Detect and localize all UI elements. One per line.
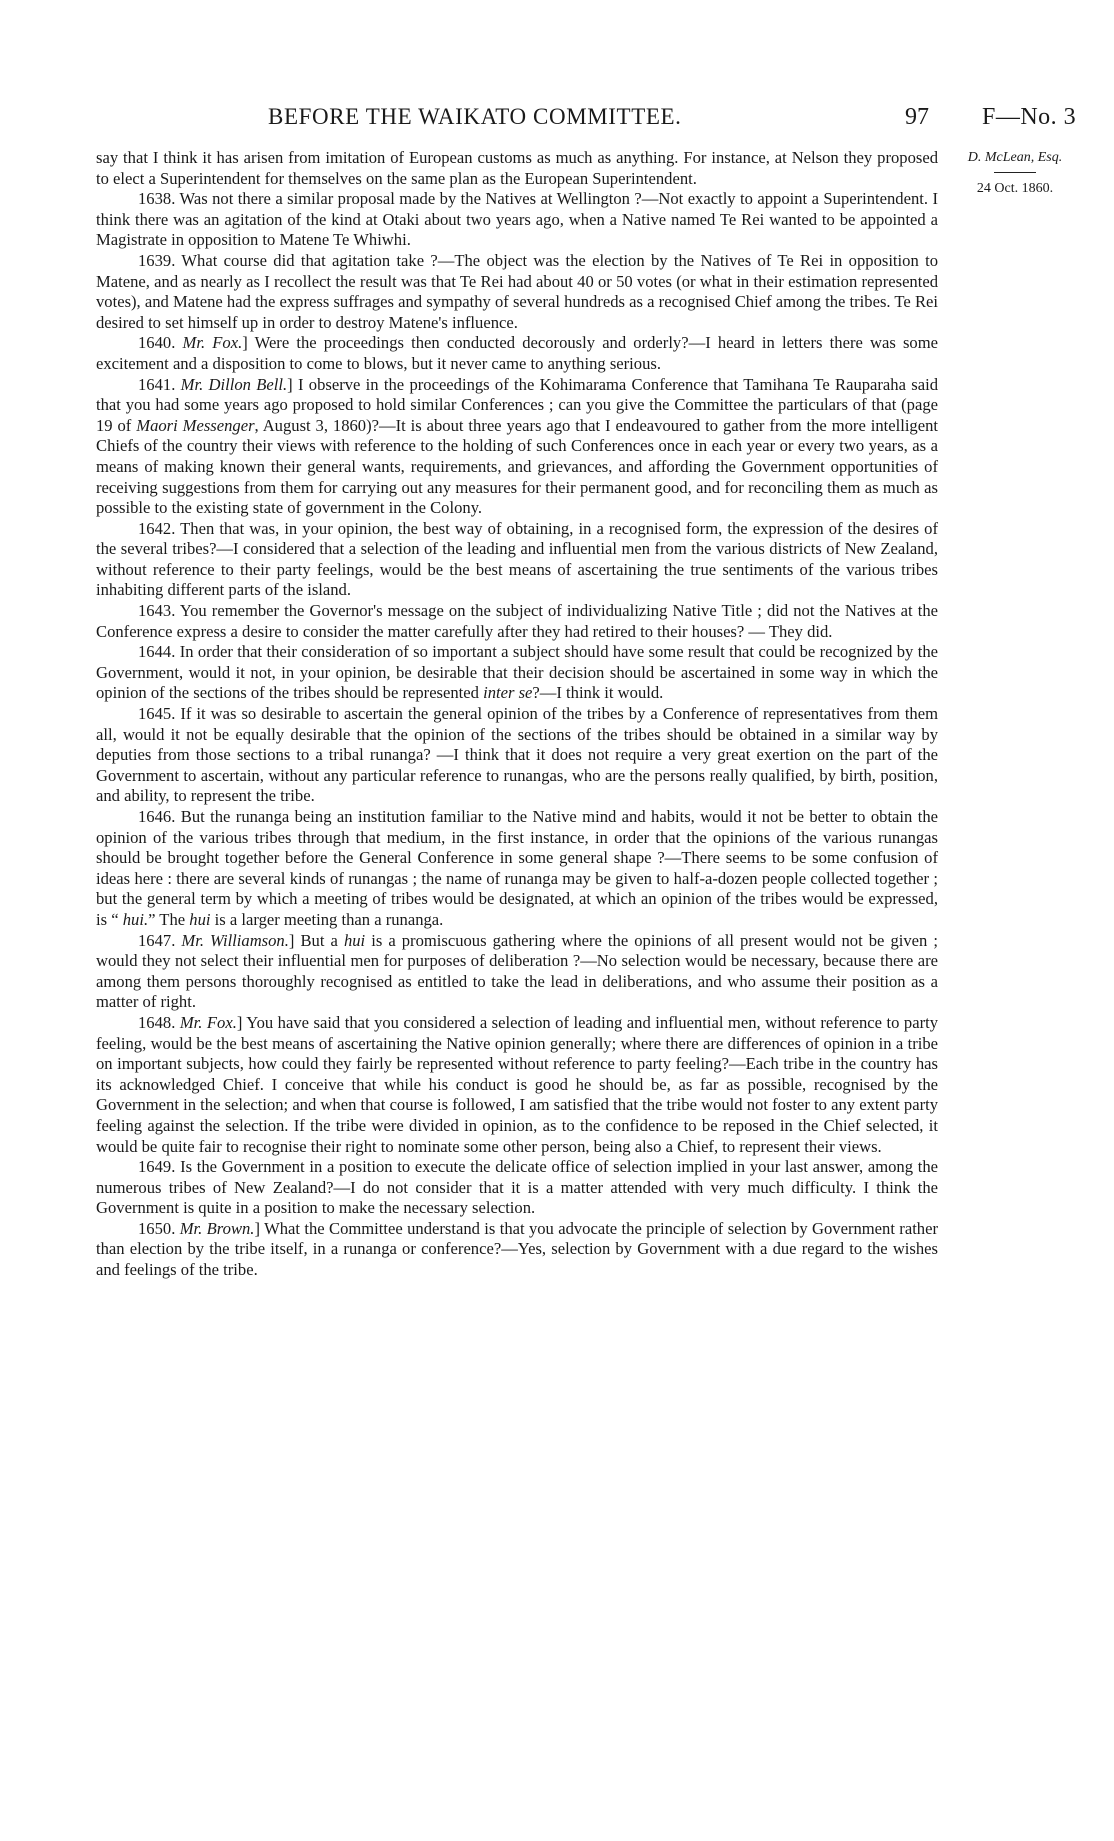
speaker-name: Mr. Brown. <box>179 1218 255 1238</box>
page-number: 97 <box>905 104 929 130</box>
paragraph-text: You have said that you considered a selection of leading and influential men, without reference to party feeling, would be the best means of ascertaining the Native opinion generally; where there are differences of opinion in a tribe on important subjects, how could they fairly be represented without reference to party feeling?—Each tribe in the country has its acknowledged Chief. I conceive that while his conduct is good he should be, as far as possible, recognised by the Government in the selection; and when that course is followed, I am satisfied that the tribe would not foster to any extent party feeling against the selection. If the tribe were divided in opinion, as to the confidence to be reposed in the Chief selected, it would be quite fair to recognise their right to nominate some other person, being also a Chief, to represent their views. <box>96 1012 938 1156</box>
paragraph-text: Were the proceedings then conducted decorously and orderly?—I heard in letters there was some excitement and a disposition to come to blows, but it never came to anything serious. <box>96 333 938 373</box>
question-number: 1645. <box>138 704 176 724</box>
paragraph-text: ” The <box>148 909 190 929</box>
paragraph-text: Was not there a similar proposal made by the Natives at Wellington ?—Not exactly to appoint a Superintendent. I think there was an agitation of the kind at Otaki about two years ago, when a Native named Te Rei wanted to be appointed a Magistrate in opposition to Matene Te Whiwhi. <box>96 189 938 250</box>
paragraph-text: , August 3, 1860)?—It is about three years ago that I endeavoured to gather from the more intelligent Chiefs of the country their views with reference to the holding of such Conferences once in each year or every two years, as a means of making known their general wants, requirements, and grievances, and affording the Government opportunities of receiving suggestions from them for carrying out any measures for their permanent good, and for reconciling them as much as possible to the existing state of government in the Colony. <box>96 415 939 518</box>
question-1640: 1640. Mr. Fox.] Were the proceedings then conducted decorously and orderly?—I heard in letters there was some excitement and a disposition to come to blows, but it never came to anything serious. <box>96 333 938 373</box>
paragraph-text: Is the Government in a position to execute the delicate office of selection implied in your last answer, among the numerous tribes of New Zealand?—I do not consider that it is a matter attended with very much difficulty. I think the Government is quite in a position to make the necessary selection. <box>96 1157 938 1218</box>
question-number: 1639. <box>138 250 176 270</box>
question-1644 <box>96 642 938 704</box>
evidence-date: 24 Oct. 1860. <box>976 181 1054 196</box>
question-number: 1649. <box>138 1157 176 1177</box>
paragraph-text: ?—I think it would. <box>532 683 664 703</box>
speaker-name: Mr. Dillon Bell. <box>180 374 288 394</box>
paragraph-text: But the runanga being an institution familiar to the Native mind and habits, would it not be better to obtain the opinion of the various tribes through that medium, in the first instance, in order that the opinions of the various runangas should be brought together before the General Conference in some general shape ?—There seems to be some confusion of ideas here : there are several kinds of runangas ; the name of runanga may be given to half-a-dozen people collected together ; but the general term by which a meeting of tribes would be designated, at which an opinion of the tribes would be expressed, is “ <box>96 807 939 929</box>
maori-term: hui <box>189 909 211 929</box>
paragraph-text: If it was so desirable to ascertain the general opinion of the tribes by a Conference of representatives from them all, would it not be equally desirable that the opinion of the sections of the tribes should be obtained in a similar way by deputies from those sections to a tribal runanga? —I think that it does not require a very great exertion on the part of the Government to ascertain, without any particular reference to runangas, who are the persons really qualified, by birth, position, and ability, to represent the tribe. <box>96 704 938 806</box>
maori-term: hui. <box>122 909 149 929</box>
question-1646 <box>96 807 938 931</box>
paper-reference: F—No. 3 <box>982 104 1077 130</box>
maori-term: hui <box>343 930 366 950</box>
body-text <box>96 148 938 1281</box>
question-number: 1647. <box>138 930 176 950</box>
paragraph-text: Then that was, in your opinion, the best way of obtaining, in a recognised form, the expression of the desires of the several tribes?—I considered that a selection of the leading and influential men from the various districts of New Zealand, without reference to their party feelings, would be the best means of ascertaining the true sentiments of the various tribes inhabiting different parts of the island. <box>96 518 938 600</box>
paragraph-text: In order that their consideration of so important a subject should have some result that could be recognized by the Government, would it not, in your opinion, be desirable that their decision should be ascertained in some way in which the opinion of the sections of the tribes should be represented <box>96 642 938 703</box>
question-1647: 1647. Mr. Williamson.] But a hui is a promiscuous gathering where the opinions of all present would not be given ; would they not select their influential men for purposes of deliberation ?—No selection would be necessary, because there are among them persons thoroughly recognised as entitled to take the lead in deliberations, and who assume their position as a matter of right. <box>96 930 938 1012</box>
question-1643 <box>96 601 938 642</box>
question-number: 1644. <box>138 642 176 662</box>
question-1650: 1650. Mr. Brown.] What the Committee understand is that you advocate the principle of selection by Government rather than election by the tribe itself, in a runanga or conference?—Yes, selection by Government with a due regard to the wishes and feelings of the tribe. <box>96 1218 938 1280</box>
question-1642 <box>96 519 938 601</box>
publication-title: Maori Messenger <box>136 415 255 435</box>
question-1639 <box>96 251 938 333</box>
question-1638 <box>96 189 938 251</box>
paragraph-text: I observe in the proceedings of the Kohimarama Conference that Tamihana Te Rauparaha said that you had some years ago proposed to hold similar Conferences ; can you give the Committee the particulars of that (page 19 of <box>96 374 938 435</box>
question-1648: 1648. Mr. Fox.] You have said that you considered a selection of leading and influential men, without reference to party feeling, would be the best means of ascertaining the Native opinion generally; where there are differences of opinion in a tribe on important subjects, how could they fairly be represented without reference to party feeling?—Each tribe in the country has its acknowledged Chief. I conceive that while his conduct is good he should be, as far as possible, recognised by the Government in the selection; and when that course is followed, I am satisfied that the tribe would not foster to any extent party feeling against the selection. If the tribe were divided in opinion, as to the confidence to be reposed in the Chief selected, it would be quite fair to recognise their right to nominate some other person, being also a Chief, to represent their views. <box>96 1012 938 1156</box>
paragraph-text: What the Committee understand is that you advocate the principle of selection by Government rather than election by the tribe itself, in a runanga or conference?—Yes, selection by Government with a due regard to the wishes and feelings of the tribe. <box>96 1218 938 1280</box>
question-number: 1641. <box>138 374 176 394</box>
witness-name: D. McLean, Esq. <box>967 150 1063 165</box>
speaker-name: Mr. Williamson. <box>181 930 289 950</box>
paragraph-text: is a larger meeting than a runanga. <box>210 909 444 929</box>
question-number: 1638. <box>138 189 176 209</box>
paragraph-text: But a <box>300 930 344 950</box>
question-number: 1640. <box>138 333 176 353</box>
question-number: 1648. <box>138 1012 176 1032</box>
speaker-name: Mr. Fox. <box>182 333 243 353</box>
running-head <box>0 104 1114 134</box>
paragraph-text: What course did that agitation take ?—The object was the election by the Natives of Te Rei in opposition to Matene, and as nearly as I recollect the result was that Te Rei had about 40 or 50 votes (or what in their estimation represented votes), and Matene had the express suffrages and sympathy of several hundreds as a recognised Chief among the tribes. Te Rei desired to set himself up in order to destroy Matene's influence. <box>96 250 938 332</box>
question-number: 1646. <box>138 807 176 826</box>
question-number: 1643. <box>138 601 176 621</box>
paragraph-text: is a promiscuous gathering where the opinions of all present would not be given ; would they not select their influential men for purposes of deliberation ?—No selection would be necessary, because there are among them persons thoroughly recognised as entitled to take the lead in deliberations, and who assume their position as a matter of right. <box>96 930 938 1012</box>
paragraph-continuation <box>96 148 938 189</box>
question-1641: 1641. Mr. Dillon Bell.] I observe in the proceedings of the Kohimarama Conference that Tamihana Te Rauparaha said that you had some years ago proposed to hold similar Conferences ; can you give the Committee the particulars of that (page 19 of Maori Messenger, August 3, 1860)?—It is about three years ago that I endeavoured to gather from the more intelligent Chiefs of the country their views with reference to the holding of such Conferences once in each year or every two years, as a means of making known their general wants, requirements, and grievances, and affording the Government opportunities of receiving suggestions from them for carrying out any measures for their permanent good, and for reconciling them as much as possible to the existing state of government in the Colony. <box>96 374 939 518</box>
page-title: BEFORE THE WAIKATO COMMITTEE. <box>268 104 682 129</box>
latin-phrase: inter se <box>483 683 533 703</box>
paragraph-text: You remember the Governor's message on the subject of individualizing Native Title ; did not the Natives at the Conference express a desire to consider the matter carefully after they had retired to their houses? — They did. <box>96 601 938 641</box>
speaker-name: Mr. Fox. <box>179 1012 237 1032</box>
paragraph-text: say that I think it has arisen from imitation of European customs as much as anything. For instance, at Nelson they proposed to elect a Superintendent for themselves on the same plan as the European Superintendent. <box>96 148 938 188</box>
margin-divider <box>994 172 1036 173</box>
margin-note <box>940 148 1090 199</box>
question-number: 1650. <box>138 1218 176 1238</box>
question-1645 <box>96 704 938 807</box>
question-number: 1642. <box>138 518 176 538</box>
question-1649 <box>96 1157 938 1219</box>
